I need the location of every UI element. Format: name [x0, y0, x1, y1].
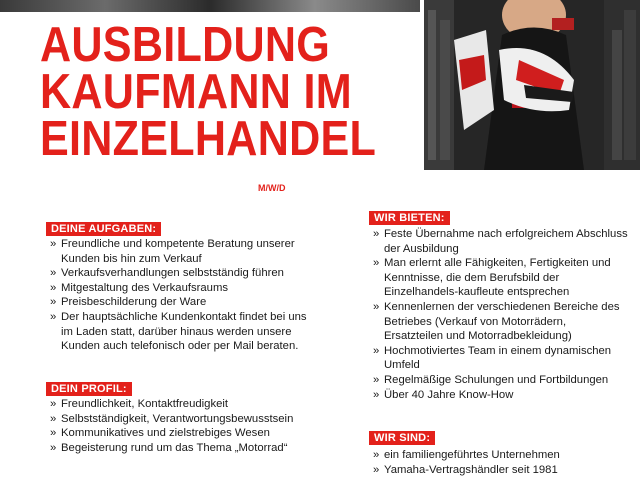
bieten-list [373, 227, 628, 402]
list-item: » Hochmotiviertes Team in einem dynamischen Umfeld [373, 344, 628, 373]
headline-line-1: AUSBILDUNG [40, 18, 331, 72]
list-item: » Mitgestaltung des Verkaufsraums [50, 281, 320, 296]
section-title-profil: DEIN PROFIL: [46, 382, 132, 396]
profil-list [50, 397, 320, 455]
list-item: » Der hauptsächliche Kundenkontakt findet bei uns im Laden statt, darüber hinaus werden unsere Kunden auch telefonisch oder per Mail beraten. [50, 310, 320, 354]
section-title-bieten: WIR BIETEN: [369, 211, 450, 225]
list-item: » Preisbeschilderung der Ware [50, 295, 320, 310]
list-item: » Verkaufsverhandlungen selbstständig führen [50, 266, 320, 281]
section-title-sind: WIR SIND: [369, 431, 435, 445]
section-title-aufgaben: DEINE AUFGABEN: [46, 222, 161, 236]
gender-note: M/W/D [258, 183, 286, 193]
list-item: » Selbstständigkeit, Verantwortungsbewusstsein [50, 412, 320, 427]
headline-line-3: EINZELHANDEL [40, 112, 377, 166]
headline-line-2: KAUFMANN IM [40, 65, 352, 119]
employee-photo [424, 0, 640, 170]
list-item: » Regelmäßige Schulungen und Fortbildungen [373, 373, 628, 388]
list-item: » ein familiengeführtes Unternehmen [373, 448, 628, 463]
list-item: » Freundlichkeit, Kontaktfreudigkeit [50, 397, 320, 412]
list-item: » Kommunikatives und zielstrebiges Wesen [50, 426, 320, 441]
list-item: » Yamaha-Vertragshändler seit 1981 [373, 463, 628, 478]
list-item: » Kennenlernen der verschiedenen Bereiche des Betriebes (Verkauf von Motorrädern, Ersatzteilen und Motorradbekleidung) [373, 300, 628, 344]
list-item: » Freundliche und kompetente Beratung unserer Kunden bis hin zum Verkauf [50, 237, 320, 266]
list-item: » Begeisterung rund um das Thema „Motorrad“ [50, 441, 320, 456]
headline [40, 18, 430, 166]
aufgaben-list [50, 237, 320, 354]
list-item: » Feste Übernahme nach erfolgreichem Abschluss der Ausbildung [373, 227, 628, 256]
sind-list [373, 448, 628, 477]
list-item: » Man erlernt alle Fähigkeiten, Fertigkeiten und Kenntnisse, die dem Berufsbild der Einzelhandels-kaufleute entsprechen [373, 256, 628, 300]
top-photo-strip [0, 0, 420, 12]
list-item: » Über 40 Jahre Know-How [373, 388, 628, 403]
